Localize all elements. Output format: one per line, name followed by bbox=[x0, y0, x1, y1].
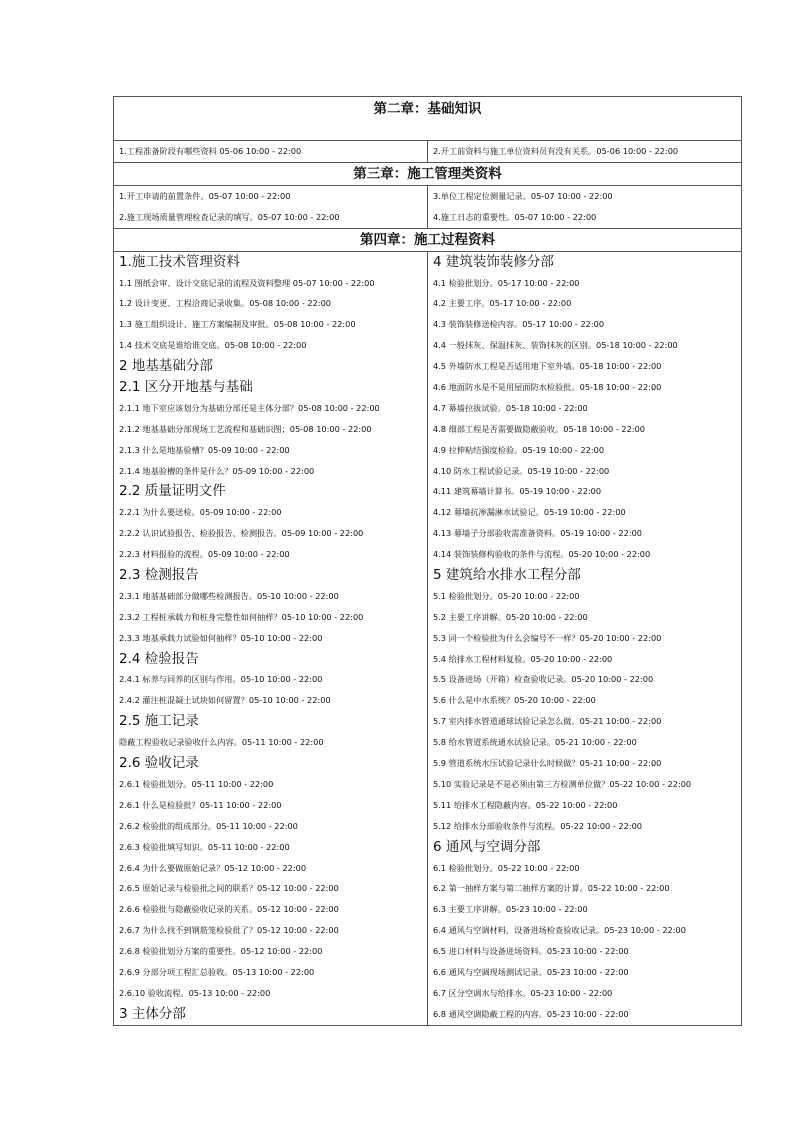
lesson-item: 2.1.2 地基基础分部现场工艺流程和基础识图；05-08 10:00 - 22:00 bbox=[119, 423, 372, 434]
chapter-2-title: 第二章：基础知识 bbox=[114, 97, 742, 141]
lesson-item: 5.7 室内排水管道通球试验记录怎么做。05-21 10:00 - 22:00 bbox=[433, 716, 662, 727]
lesson-item: 2.4.1 标养与同养的区别与作用。05-10 10:00 - 22:00 bbox=[119, 674, 323, 685]
lesson-item: 5.12 给排水分部验收条件与流程。05-22 10:00 - 22:00 bbox=[433, 820, 643, 831]
section-heading: 1.施工技术管理资料 bbox=[119, 253, 240, 270]
lesson-item: 4.12 幕墙抗渗漏淋水试验记。05-19 10:00 - 22:00 bbox=[433, 507, 626, 518]
chapter-4-title: 第四章：施工过程资料 bbox=[114, 228, 742, 251]
lesson-item: 4.2 主要工序。05-17 10:00 - 22:00 bbox=[433, 298, 572, 309]
section-heading: 2 地基基础分部 bbox=[119, 358, 213, 375]
lesson-item: 2.6.10 验收流程。05-13 10:00 - 22:00 bbox=[119, 987, 271, 998]
lesson-item: 2.6.6 检验批与隐蔽验收记录的关系。05-12 10:00 - 22:00 bbox=[119, 904, 339, 915]
lesson-item: 2.6.8 检验批划分方案的重要性。05-12 10:00 - 22:00 bbox=[119, 946, 323, 957]
lesson-item: 5.9 管道系统水压试验记录什么时候做？05-21 10:00 - 22:00 bbox=[433, 758, 662, 769]
lesson-item: 5.2 主要工序讲解。05-20 10:00 - 22:00 bbox=[433, 611, 588, 622]
ch4-left-column bbox=[114, 251, 428, 1025]
lesson-item: 4.3 装饰装修送检内容。05-17 10:00 - 22:00 bbox=[433, 319, 605, 330]
ch2-item-2: 2.开工前资料与施工单位资料员有没有关系。05-06 10:00 - 22:00 bbox=[433, 146, 679, 156]
lesson-item: 4.11 建筑幕墙计算书。05-19 10:00 - 22:00 bbox=[433, 486, 602, 497]
lesson-item: 2.3.3 地基承载力试验如何抽样？05-10 10:00 - 22:00 bbox=[119, 632, 323, 643]
lesson-item: 1.4 技术交底是谁给谁交底。05-08 10:00 - 22:00 bbox=[119, 340, 307, 351]
section-heading: 6 通风与空调分部 bbox=[433, 838, 541, 855]
lesson-item: 2.2.2 认识试验报告、检验报告、检测报告。05-09 10:00 - 22:00 bbox=[119, 528, 364, 539]
lesson-item: 5.8 给水管道系统通水试验记录。05-21 10:00 - 22:00 bbox=[433, 737, 637, 748]
course-schedule-table bbox=[113, 96, 742, 1026]
lesson-item: 4.8 细部工程是否需要做隐蔽验收。05-18 10:00 - 22:00 bbox=[433, 423, 645, 434]
section-heading: 2.1 区分开地基与基础 bbox=[119, 379, 253, 396]
lesson-item: 4.14 装饰装修构验收的条件与流程。05-20 10:00 - 22:00 bbox=[433, 549, 651, 560]
lesson-item: 2.1.3 什么是地基验槽？05-09 10:00 - 22:00 bbox=[119, 444, 290, 455]
lesson-item: 4.4 一般抹灰、保温抹灰、装饰抹灰的区别。05-18 10:00 - 22:00 bbox=[433, 340, 678, 351]
lesson-item: 5.3 同一个检验批为什么会编号不一样？05-20 10:00 - 22:00 bbox=[433, 632, 662, 643]
lesson-item: 1.3 施工组织设计、施工方案编制及审批。05-08 10:00 - 22:00 bbox=[119, 319, 356, 330]
lesson-item: 4.5 外墙防水工程是否适用地下室外墙。05-18 10:00 - 22:00 bbox=[433, 361, 662, 372]
lesson-item: 2.6.4 为什么要做原始记录？05-12 10:00 - 22:00 bbox=[119, 862, 307, 873]
lesson-item: 1.2 设计变更、工程洽商记录收集。05-08 10:00 - 22:00 bbox=[119, 298, 331, 309]
lesson-item: 6.5 进口材料与设备进场资料。05-23 10:00 - 22:00 bbox=[433, 946, 629, 957]
lesson-item: 6.1 检验批划分。05-22 10:00 - 22:00 bbox=[433, 862, 580, 873]
lesson-item: 4.6 地面防水是不是用屋面防水检验批。05-18 10:00 - 22:00 bbox=[433, 382, 662, 393]
lesson-item: 2.6.7 为什么找不到钢筋笼检验批了？05-12 10:00 - 22:00 bbox=[119, 925, 339, 936]
lesson-item: 2.6.3 检验批填写知识。05-11 10:00 - 22:00 bbox=[119, 841, 290, 852]
lesson-item: 2.1.1 地下室应该划分为基础分部还是主体分部？05-08 10:00 - 22:00 bbox=[119, 402, 380, 413]
section-heading: 2.5 施工记录 bbox=[119, 713, 199, 730]
lesson-item: 5.5 设备进场（开箱）检查验收记录。05-20 10:00 - 22:00 bbox=[433, 674, 654, 685]
section-heading: 2.6 验收记录 bbox=[119, 755, 199, 772]
ch3-item-4: 4.施工日志的重要性。05-07 10:00 - 22:00 bbox=[433, 211, 597, 222]
lesson-item: 2.2.1 为什么要送检。05-09 10:00 - 22:00 bbox=[119, 507, 282, 518]
lesson-item: 2.6.9 分部分项工程汇总验收。05-13 10:00 - 22:00 bbox=[119, 966, 315, 977]
lesson-item: 2.1.4 地基验槽的条件是什么？05-09 10:00 - 22:00 bbox=[119, 465, 315, 476]
lesson-item: 5.4 给排水工程材料复验。05-20 10:00 - 22:00 bbox=[433, 653, 613, 664]
ch3-item-2: 2.施工现场质量管理检查记录的填写。05-07 10:00 - 22:00 bbox=[119, 211, 340, 222]
ch2-item-1: 1.工程准备阶段有哪些资料 05-06 10:00 - 22:00 bbox=[119, 146, 302, 156]
lesson-item: 4.13 幕墙子分部验收需准备资料。05-19 10:00 - 22:00 bbox=[433, 528, 643, 539]
lesson-item: 2.4.2 灌注桩混凝土试块如何留置？05-10 10:00 - 22:00 bbox=[119, 695, 331, 706]
section-heading: 5 建筑给水排水工程分部 bbox=[433, 567, 581, 584]
section-heading: 2.4 检验报告 bbox=[119, 650, 199, 667]
lesson-item: 2.3.1 地基基础部分做哪些检测报告。05-10 10:00 - 22:00 bbox=[119, 590, 339, 601]
lesson-item: 2.6.5 原始记录与检验批之间的联系？05-12 10:00 - 22:00 bbox=[119, 883, 339, 894]
ch4-right-column bbox=[428, 251, 742, 1025]
lesson-item: 6.3 主要工序讲解。05-23 10:00 - 22:00 bbox=[433, 904, 588, 915]
lesson-item: 2.3.2 工程桩承载力和桩身完整性如何抽样？05-10 10:00 - 22:00 bbox=[119, 611, 364, 622]
ch3-item-3: 3.单位工程定位测量记录。05-07 10:00 - 22:00 bbox=[433, 190, 613, 201]
lesson-item: 4.10 防水工程试验记录。05-19 10:00 - 22:00 bbox=[433, 465, 610, 476]
lesson-item: 5.6 什么是中水系统？05-20 10:00 - 22:00 bbox=[433, 695, 596, 706]
lesson-item: 2.6.2 检验批的组成部分。05-11 10:00 - 22:00 bbox=[119, 820, 298, 831]
lesson-item: 4.1 检验批划分。05-17 10:00 - 22:00 bbox=[433, 277, 580, 288]
lesson-item: 6.8 通风空调隐蔽工程的内容。05-23 10:00 - 22:00 bbox=[433, 1008, 629, 1019]
lesson-item: 6.7 区分空调水与给排水。05-23 10:00 - 22:00 bbox=[433, 987, 613, 998]
lesson-item: 5.11 给排水工程隐蔽内容。05-22 10:00 - 22:00 bbox=[433, 799, 618, 810]
lesson-item: 6.6 通风与空调现场测试记录。05-23 10:00 - 22:00 bbox=[433, 966, 629, 977]
section-heading: 3 主体分部 bbox=[119, 1005, 186, 1022]
document-page bbox=[113, 96, 741, 1026]
section-heading: 4 建筑装饰装修分部 bbox=[433, 253, 554, 270]
lesson-item: 5.10 实验记录是不是必须由第三方检测单位做？05-22 10:00 - 22:00 bbox=[433, 778, 692, 789]
lesson-item: 2.6.1 检验批划分。05-11 10:00 - 22:00 bbox=[119, 778, 274, 789]
section-heading: 2.3 检测报告 bbox=[119, 567, 199, 584]
lesson-item: 4.7 幕墙拉拔试验。05-18 10:00 - 22:00 bbox=[433, 402, 588, 413]
chapter-3-title: 第三章：施工管理类资料 bbox=[114, 162, 742, 185]
lesson-item: 隐蔽工程验收记录验收什么内容。05-11 10:00 - 22:00 bbox=[119, 737, 324, 748]
lesson-item: 5.1 检验批划分。05-20 10:00 - 22:00 bbox=[433, 590, 580, 601]
lesson-item: 2.6.1 什么是检验批？05-11 10:00 - 22:00 bbox=[119, 799, 282, 810]
ch3-item-1: 1.开工申请的前置条件。05-07 10:00 - 22:00 bbox=[119, 190, 291, 201]
lesson-item: 6.4 通风与空调材料、设备进场检查验收记录。05-23 10:00 - 22:00 bbox=[433, 925, 686, 936]
lesson-item: 1.1 图纸会审、设计交底记录的流程及资料整理 05-07 10:00 - 22:00 bbox=[119, 277, 375, 288]
lesson-item: 2.2.3 材料报验的流程。05-09 10:00 - 22:00 bbox=[119, 549, 290, 560]
lesson-item: 6.2 第一抽样方案与第二抽样方案的计算。05-22 10:00 - 22:00 bbox=[433, 883, 670, 894]
section-heading: 2.2 质量证明文件 bbox=[119, 483, 226, 500]
lesson-item: 4.9 拉伸粘结强度检验。05-19 10:00 - 22:00 bbox=[433, 444, 605, 455]
